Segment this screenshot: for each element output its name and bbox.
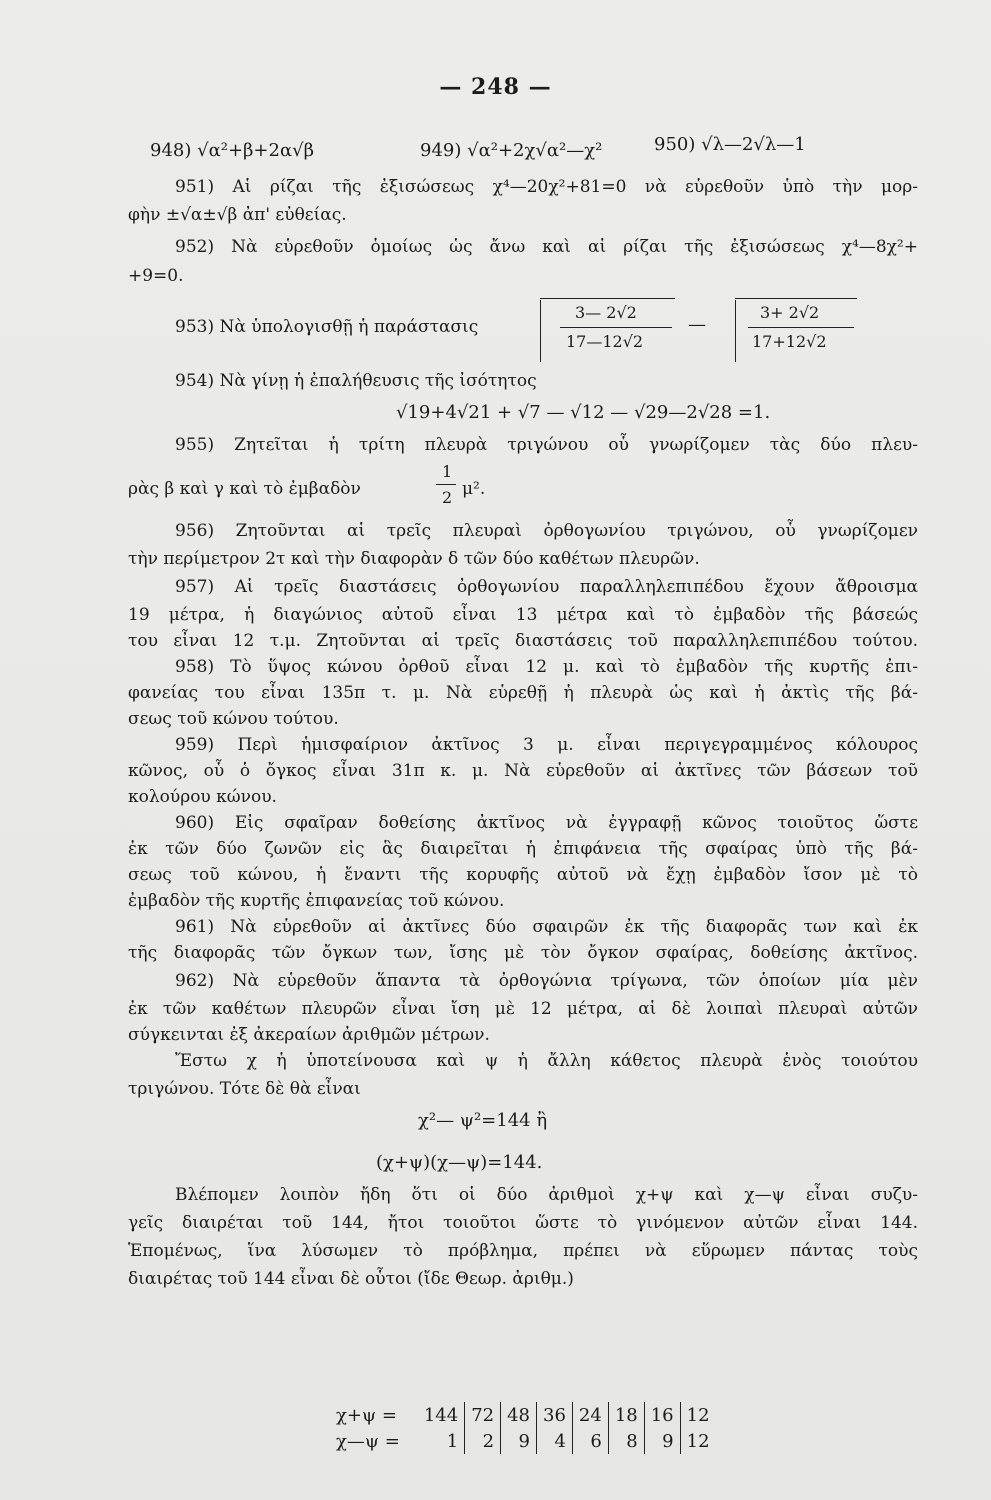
table-cell: 1 (446, 1430, 459, 1452)
table-cell: 6 (572, 1428, 608, 1454)
table-cell: 144 (423, 1404, 459, 1426)
table-row (330, 1402, 716, 1428)
area-fraction-denominator: 2 (442, 488, 453, 507)
table-cell: 9 (501, 1428, 537, 1454)
fraction-2-bar (748, 327, 854, 328)
problem-950: 950) √λ—2√λ—1 (654, 134, 806, 155)
problem-955-line-2b: μ². (462, 479, 486, 499)
problem-957-line-3: του εἶναι 12 τ.μ. Ζητοῦνται αἱ τρεῖς διαστάσεις τοῦ παραλληλεπιπέδου τούτου. (128, 631, 918, 651)
problem-948: 948) √α²+β+2α√β (150, 140, 314, 161)
problem-952-line-1: 952) Νὰ εὑρεθοῦν ὁμοίως ὡς ἄνω καὶ αἱ ρίζαι τῆς ἐξισώσεως χ⁴—8χ²+ (175, 237, 918, 257)
problem-951-line-1: 951) Αἱ ρίζαι τῆς ἐξισώσεως χ⁴—20χ²+81=0 νὰ εὑρεθοῦν ὑπὸ τὴν μορ- (175, 177, 918, 197)
area-fraction-bar (436, 484, 456, 485)
fraction-1-numerator: 3— 2√2 (575, 303, 637, 322)
problem-958-line-3: σεως τοῦ κώνου τούτου. (128, 709, 339, 729)
fraction-1-bar (560, 327, 672, 328)
problem-959-line-2: κῶνος, οὗ ὁ ὄγκος εἶναι 31π κ. μ. Νὰ εὑρεθοῦν αἱ ἀκτῖνες τῶν βάσεων τοῦ (128, 761, 918, 781)
root-overline-1 (540, 298, 675, 299)
problem-955-line-1: 955) Ζητεῖται ἡ τρίτη πλευρὰ τριγώνου οὗ γνωρίζομεν τὰς δύο πλευ- (175, 435, 918, 455)
root-sign-2 (735, 300, 736, 362)
table-cell: 48 (501, 1402, 537, 1428)
problem-960-line-2: ἐκ τῶν δύο ζωνῶν εἰς ἃς διαιρεῖται ἡ ἐπιφάνεια τῆς σφαίρας ὑπὸ τῆς βά- (128, 839, 918, 859)
problem-952-line-2: +9=0. (128, 266, 184, 286)
table-cell: 72 (465, 1402, 501, 1428)
problem-954-equation: √19+4√21 + √7 — √12 — √29—2√28 =1. (396, 402, 771, 423)
problem-962-line-9: διαιρέτας τοῦ 144 εἶναι δὲ οὗτοι (ἴδε Θεωρ. ἀριθμ.) (128, 1269, 574, 1289)
fraction-1-denominator: 17—12√2 (566, 332, 644, 351)
problem-953-label: 953) Νὰ ὑπολογισθῇ ἡ παράστασις (175, 317, 479, 337)
root-sign-1 (540, 300, 541, 362)
table-row (330, 1428, 716, 1454)
problem-953-minus: — (688, 314, 706, 335)
table-cell: 2 (465, 1428, 501, 1454)
problem-961-line-2: τῆς διαφορᾶς τῶν ὄγκων των, ἴσης μὲ τὸν ὄγκον σφαίρας, δοθείσης ἀκτῖνος. (128, 943, 918, 963)
problem-962-line-4: Ἔστω χ ἡ ὑποτείνουσα καὶ ψ ἡ ἄλλη κάθετος πλευρὰ ἑνὸς τοιούτου (175, 1051, 918, 1071)
problem-949: 949) √α²+2χ√α²—χ² (420, 140, 603, 161)
problem-962-line-5: τριγώνου. Τότε δὲ θὰ εἶναι (128, 1079, 361, 1099)
problem-958-line-2: φανείας του εἶναι 135π τ. μ. Νὰ εὑρεθῇ ἡ πλευρὰ ὡς καὶ ἡ ἀκτὶς τῆς βά- (128, 683, 918, 703)
problem-962-line-6: Βλέπομεν λοιπὸν ἤδη ὅτι οἱ δύο ἀριθμοὶ χ+ψ καὶ χ—ψ εἶναι συζυ- (175, 1185, 918, 1205)
problem-962-line-3: σύγκεινται ἐξ ἀκεραίων ἀριθμῶν μέτρων. (128, 1025, 490, 1045)
fraction-2-numerator: 3+ 2√2 (760, 303, 820, 322)
problem-962-line-2: ἐκ τῶν καθέτων πλευρῶν εἶναι ἴση μὲ 12 μέτρα, αἱ δὲ λοιπαὶ πλευραὶ αὐτῶν (128, 999, 918, 1019)
problem-959-line-1: 959) Περὶ ἡμισφαίριον ἀκτῖνος 3 μ. εἶναι περιγεγραμμένος κόλουρος (175, 735, 918, 755)
problem-962-line-7: γεῖς διαιρέται τοῦ 144, ἤτοι τοιοῦτοι ὥστε τὸ γινόμενον αὐτῶν εἶναι 144. (128, 1213, 918, 1233)
problem-962-line-1: 962) Νὰ εὑρεθοῦν ἅπαντα τὰ ὀρθογώνια τρίγωνα, τῶν ὁποίων μία μὲν (175, 971, 918, 991)
equation-product: (χ+ψ)(χ—ψ)=144. (376, 1152, 543, 1173)
table-cell: 12 (680, 1428, 715, 1454)
table-cell: 16 (644, 1402, 680, 1428)
root-overline-2 (735, 298, 857, 299)
table-cell: 9 (644, 1428, 680, 1454)
problem-954-line-1: 954) Νὰ γίνῃ ἡ ἐπαλήθευσις τῆς ἰσότητος (175, 371, 537, 391)
problem-959-line-3: κολούρου κώνου. (128, 787, 277, 807)
area-fraction-numerator: 1 (442, 462, 453, 481)
row-label-difference: χ—ψ = (336, 1430, 400, 1452)
problem-951-line-2: φὴν ±√α±√β ἀπ' εὐθείας. (128, 205, 347, 225)
problem-958-line-1: 958) Τὸ ὕψος κώνου ὀρθοῦ εἶναι 12 μ. καὶ τὸ ἐμβαδὸν τῆς κυρτῆς ἐπι- (175, 657, 918, 677)
problem-960-line-3: σεως τοῦ κώνου, ἡ ἔναντι τῆς κορυφῆς αὐτοῦ νὰ ἔχῃ ἐμβαδὸν ἴσον μὲ τὸ (128, 865, 918, 885)
table-cell: 24 (572, 1402, 608, 1428)
table-cell: 36 (537, 1402, 573, 1428)
table-cell: 4 (537, 1428, 573, 1454)
problem-955-line-2a: ρὰς β καὶ γ καὶ τὸ ἐμβαδὸν (128, 479, 361, 499)
problem-960-line-4: ἐμβαδὸν τῆς κυρτῆς ἐπιφανείας τοῦ κώνου. (128, 891, 505, 911)
problem-957-line-1: 957) Αἱ τρεῖς διαστάσεις ὀρθογωνίου παραλληλεπιπέδου ἔχουν ἄθροισμα (175, 577, 918, 597)
table-cell: 12 (680, 1402, 715, 1428)
equation-difference-of-squares: χ²— ψ²=144 ἢ (418, 1110, 548, 1131)
table-cell: 18 (608, 1402, 644, 1428)
problem-960-line-1: 960) Εἰς σφαῖραν δοθείσης ἀκτῖνος νὰ ἐγγραφῇ κῶνος τοιοῦτος ὥστε (175, 813, 918, 833)
problem-956-line-2: τὴν περίμετρον 2τ καὶ τὴν διαφορὰν δ τῶν δύο καθέτων πλευρῶν. (128, 549, 700, 569)
problem-961-line-1: 961) Νὰ εὑρεθοῦν αἱ ἀκτῖνες δύο σφαιρῶν ἐκ τῆς διαφορᾶς των καὶ ἐκ (175, 917, 918, 937)
row-label-sum: χ+ψ = (336, 1404, 397, 1426)
divisor-table (330, 1402, 716, 1454)
problem-956-line-1: 956) Ζητοῦνται αἱ τρεῖς πλευραὶ ὀρθογωνίου τριγώνου, οὗ γνωρίζομεν (175, 521, 918, 541)
problem-957-line-2: 19 μέτρα, ἡ διαγώνιος αὐτοῦ εἶναι 13 μέτρα καὶ τὸ ἐμβαδὸν τῆς βάσεώς (128, 605, 918, 625)
problem-962-line-8: Ἑπομένως, ἵνα λύσωμεν τὸ πρόβλημα, πρέπει νὰ εὕρωμεν πάντας τοὺς (128, 1241, 918, 1261)
fraction-2-denominator: 17+12√2 (752, 332, 827, 351)
page-number: — 248 — (439, 74, 552, 100)
table-cell: 8 (608, 1428, 644, 1454)
